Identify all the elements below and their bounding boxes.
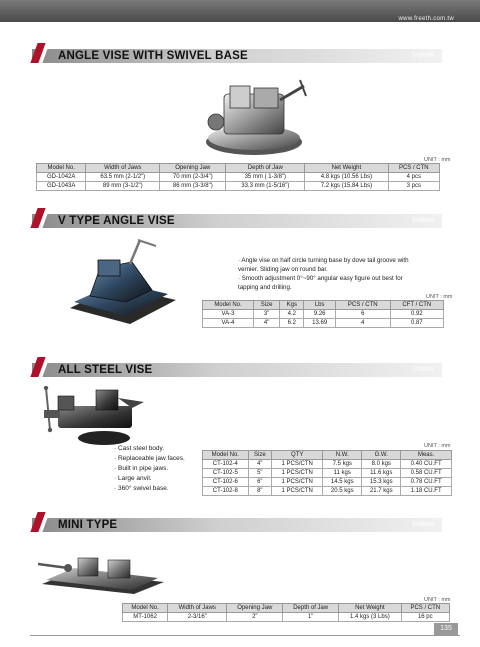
all-steel-vise-image (40, 386, 152, 448)
column-header: Opening Jaw (160, 164, 226, 173)
table-cell: 4" (248, 460, 271, 469)
column-header: PCS / CTN (388, 164, 439, 173)
column-header: Width of Jaws (86, 164, 160, 173)
table-header-row (37, 164, 440, 173)
table-cell: 13.69 (304, 319, 336, 328)
table-row (203, 319, 444, 328)
feature-item: · Replaceable jaw faces. (114, 454, 185, 464)
table-cell: 21.7 kgs (362, 487, 401, 496)
table-cell: GD-1042A (37, 173, 86, 182)
column-header: Model No. (123, 604, 168, 613)
section-header-v-type (32, 208, 442, 230)
table-cell: 1 PCS/CTN (272, 469, 323, 478)
description-line: · Angle vise on half circle turning base by dove tail groove with (238, 257, 409, 264)
all-steel-feature-list (114, 444, 185, 494)
mini-type-vise-image (38, 548, 168, 600)
footer-rule (30, 635, 460, 636)
table-header-row (123, 604, 450, 613)
table-row (37, 182, 440, 191)
column-header: Width of Jaws (168, 604, 227, 613)
column-header: Depth of Jaw (283, 604, 339, 613)
table-cell: 0.92 (390, 310, 443, 319)
table-cell: 4 (335, 319, 390, 328)
section-title: V TYPE ANGLE VISE (58, 215, 175, 227)
table-cell: 9.26 (304, 310, 336, 319)
table-cell: 7.2 kgs (15.84 Lbs) (305, 182, 388, 191)
section-header-angle-vise (32, 43, 442, 65)
table-cell: 11 kgs (323, 469, 362, 478)
v-type-description (238, 256, 458, 292)
section-title: MINI TYPE (58, 519, 118, 531)
table-cell: 4" (253, 319, 279, 328)
table-cell: 63.5 mm (2-1/2") (86, 173, 160, 182)
table-cell: 6" (248, 478, 271, 487)
column-header: N.W. (323, 451, 362, 460)
table-cell: 1 PCS/CTN (272, 460, 323, 469)
table-row (203, 310, 444, 319)
table-row (203, 469, 452, 478)
table-cell: 4 pcs (388, 173, 439, 182)
column-header: CFT / CTN (390, 301, 443, 310)
table-cell: CT-102-6 (203, 478, 249, 487)
table-cell: 89 mm (3-1/2") (86, 182, 160, 191)
table-cell: 3 pcs (388, 182, 439, 191)
column-header: Depth of Jaw (226, 164, 305, 173)
table-header-row (203, 301, 444, 310)
table-row (203, 478, 452, 487)
table-cell: 8" (248, 487, 271, 496)
unit-label: UNIT : mm (424, 597, 451, 603)
table-cell: 11.6 kgs (362, 469, 401, 478)
section-header-all-steel (32, 357, 442, 379)
table-cell: 0.40 CU.FT (401, 460, 452, 469)
origin-label: TAIWAN (411, 522, 434, 528)
column-header: PCS / CTN (401, 604, 449, 613)
section-title: ALL STEEL VISE (58, 364, 153, 376)
v-type-angle-vise-image (60, 238, 180, 330)
table-cell: 14.5 kgs (323, 478, 362, 487)
table-cell: CT-102-5 (203, 469, 249, 478)
column-header: Lbs (304, 301, 336, 310)
unit-label: UNIT : mm (426, 294, 453, 300)
top-banner (0, 0, 480, 22)
table-cell: 0.87 (390, 319, 443, 328)
spec-table-mini-type (122, 603, 450, 622)
table-cell: 1" (283, 613, 339, 622)
spec-table-all-steel (202, 450, 452, 496)
table-cell: MT-1062 (123, 613, 168, 622)
column-header: Net Weight (339, 604, 401, 613)
table-cell: 1 PCS/CTN (272, 478, 323, 487)
column-header: PCS / CTN (335, 301, 390, 310)
table-cell: 2-3/16" (168, 613, 227, 622)
column-header: Opening Jaw (227, 604, 283, 613)
table-cell: 6 (335, 310, 390, 319)
origin-label: TAIWAN (411, 218, 434, 224)
table-cell: 6.2 (280, 319, 304, 328)
table-cell: 35 mm ( 1-3/8") (226, 173, 305, 182)
table-cell: 4.8 kgs (10.56 Lbs) (305, 173, 388, 182)
table-cell: 2" (227, 613, 283, 622)
table-cell: 20.5 kgs (323, 487, 362, 496)
table-cell: VA-3 (203, 310, 254, 319)
table-row (123, 613, 450, 622)
description-line: · Smooth adjustment 0°~90° angular easy figure out best for (238, 275, 403, 282)
table-cell: 1.4 kgs (3 Lbs) (339, 613, 401, 622)
section-title: ANGLE VISE WITH SWIVEL BASE (58, 50, 248, 62)
table-cell: 86 mm (3-3/8") (160, 182, 226, 191)
column-header: Model No. (37, 164, 86, 173)
table-cell: 3" (253, 310, 279, 319)
table-cell: 70 mm (2-3/4") (160, 173, 226, 182)
column-header: Kgs (280, 301, 304, 310)
page-number: 135 (434, 623, 458, 635)
column-header: QTY (272, 451, 323, 460)
unit-label: UNIT : mm (424, 443, 451, 449)
table-cell: VA-4 (203, 319, 254, 328)
column-header: Net Weight (305, 164, 388, 173)
table-cell: 1 PCS/CTN (272, 487, 323, 496)
feature-item: · 360° swivel base. (114, 484, 185, 494)
column-header: Meas. (401, 451, 452, 460)
unit-label: UNIT : mm (424, 157, 451, 163)
site-url: www.freeth.com.tw (398, 16, 454, 22)
column-header: Size (253, 301, 279, 310)
spec-table-v-type (202, 300, 444, 328)
table-cell: 15.3 kgs (362, 478, 401, 487)
column-header: Model No. (203, 451, 249, 460)
description-line: vernier. Sliding jaw on round bar. (238, 266, 328, 273)
table-row (203, 487, 452, 496)
column-header: Size (248, 451, 271, 460)
table-row (203, 460, 452, 469)
table-cell: 7.5 kgs (323, 460, 362, 469)
description-line: tapping and drilling. (238, 284, 292, 291)
table-row (37, 173, 440, 182)
table-cell: 8.0 kgs (362, 460, 401, 469)
origin-label: TAIWAN (411, 367, 434, 373)
table-cell: CT-102-4 (203, 460, 249, 469)
table-cell: 1.18 CU.FT (401, 487, 452, 496)
spec-table-angle-vise (36, 163, 440, 191)
column-header: Model No. (203, 301, 254, 310)
table-cell: 0.58 CU.FT (401, 469, 452, 478)
table-cell: 16 pc (401, 613, 449, 622)
table-cell: 33.3 mm (1-5/16") (226, 182, 305, 191)
column-header: G.W. (362, 451, 401, 460)
angle-vise-swivel-image (196, 76, 316, 158)
origin-label: TAIWAN (411, 53, 434, 59)
table-cell: 0.78 CU.FT (401, 478, 452, 487)
feature-item: · Large anvil. (114, 474, 185, 484)
table-cell: CT-102-8 (203, 487, 249, 496)
table-header-row (203, 451, 452, 460)
feature-item: · Built in pipe jaws. (114, 464, 185, 474)
section-header-mini-type (32, 512, 442, 534)
table-cell: 5" (248, 469, 271, 478)
feature-item: · Cast steel body. (114, 444, 185, 454)
table-cell: GD-1043A (37, 182, 86, 191)
table-cell: 4.2 (280, 310, 304, 319)
